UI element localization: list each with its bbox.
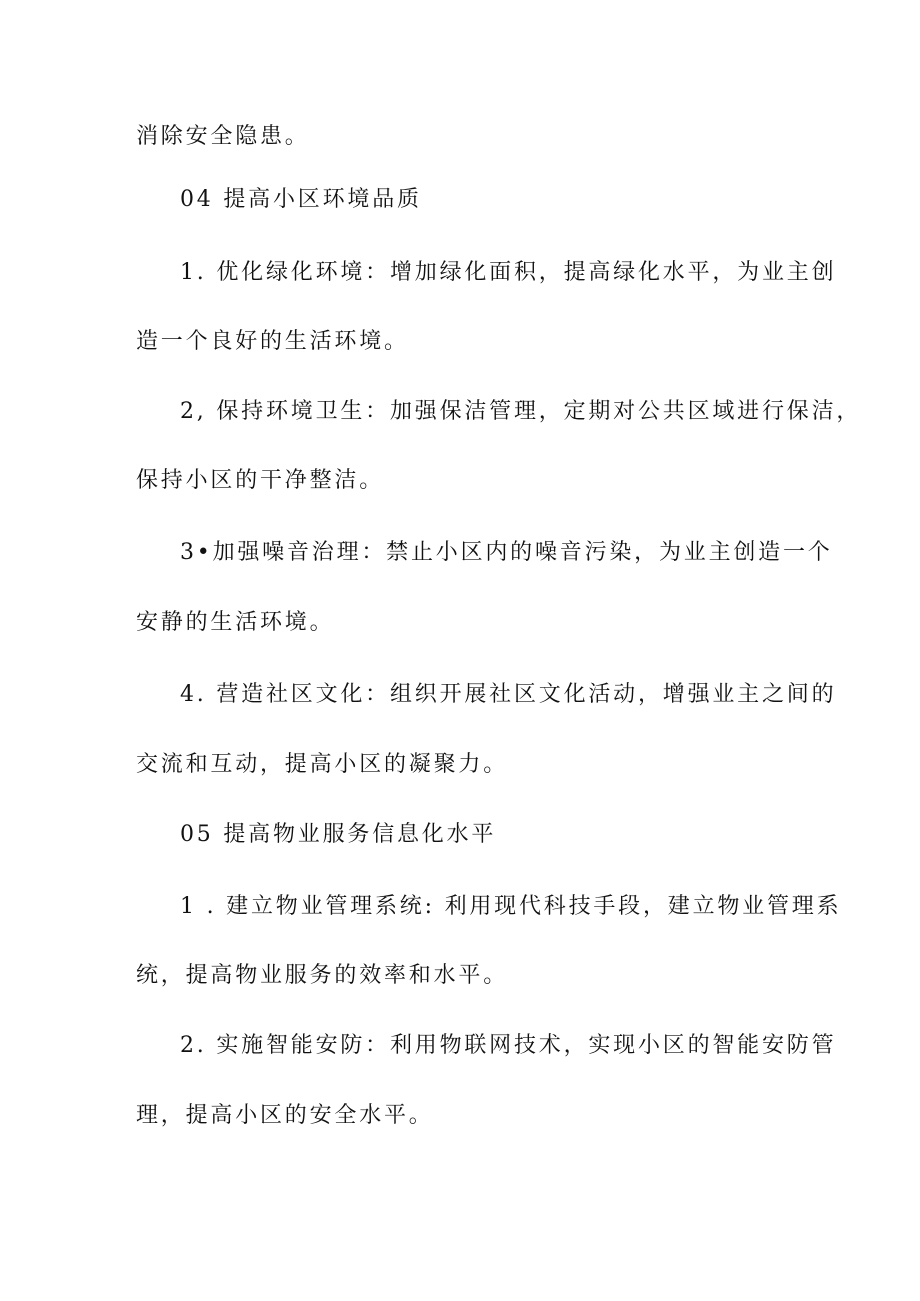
list-item-line: 3•加强噪音治理：禁止小区内的噪音污染，为业主创造一个	[180, 540, 833, 565]
text-line: 保持小区的干净整洁。	[136, 468, 385, 493]
text-line: 消除安全隐患。	[136, 124, 310, 149]
text-line: 理，提高小区的安全水平。	[136, 1103, 434, 1128]
list-item-line: 2. 实施智能安防：利用物联网技术，实现小区的智能安防管	[180, 1033, 837, 1058]
list-item-line: 2, 保持环境卫生：加强保洁管理，定期对公共区域进行保洁，	[180, 399, 862, 424]
list-item-line: 1. 优化绿化环境：增加绿化面积，提高绿化水平，为业主创	[180, 260, 837, 285]
list-item-line: 4. 营造社区文化：组织开展社区文化活动，增强业主之间的	[180, 682, 837, 707]
text-line: 造一个良好的生活环境。	[136, 329, 409, 354]
text-line: 交流和互动，提高小区的凝聚力。	[136, 752, 509, 777]
text-line: 安静的生活环境。	[136, 610, 335, 635]
section-heading: 05 提高物业服务信息化水平	[180, 822, 497, 847]
section-heading: 04 提高小区环境品质	[180, 187, 422, 212]
text-line: 统，提高物业服务的效率和水平。	[136, 963, 509, 988]
list-item-line: 1 . 建立物业管理系统: 利用现代科技手段，建立物业管理系	[180, 894, 842, 919]
